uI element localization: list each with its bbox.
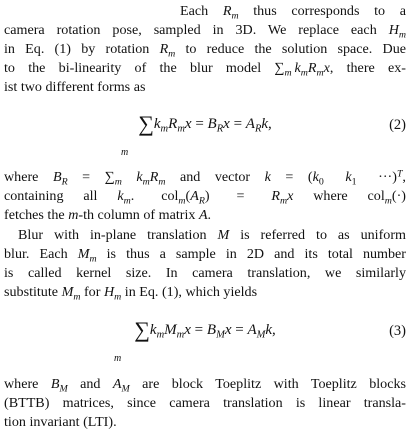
equation-2-expression: $\sum k_mR_mx = B_Rx = A_Rk$, [138, 111, 272, 136]
text-line: where $B_R = \sum_m$ $k_mR_m$ and vector $k = (k_0$ $k_1$ ···)$^T$, [4, 168, 406, 188]
equation-3-number: (3) [389, 323, 406, 339]
text-line: is called kernel size. In camera translation, we similarly [4, 265, 406, 281]
paragraph-bttb [4, 375, 406, 432]
equation-2-number: (2) [389, 117, 406, 133]
equation-3-sum-index: m [114, 353, 122, 364]
text-line: containing all $k_m$. $col_m(A_R)$ = $R_mx$ where col$_m$(·) [4, 188, 406, 207]
text-line: tion invariant (LTI). [4, 414, 117, 430]
text-line: to the bi-linearity of the blur model $\sum_m$ $k_mR_mx$, there ex- [4, 60, 407, 79]
text-line: ist two different forms as [4, 79, 146, 95]
text-line: (BTTB) matrices, since camera translation is linear transla- [4, 395, 406, 411]
paragraph-definitions [4, 168, 406, 225]
text-line: blur. Each $M_m$ is thus a sample in 2D and its total number [4, 246, 406, 265]
text-line: fetches the m-th column of matrix A. [4, 207, 212, 223]
equation-3 [4, 316, 406, 362]
text-line: Each $R_m$ thus corresponds to a [180, 3, 406, 22]
equation-2-sum-index: m [121, 147, 129, 158]
text-line: in Eq. (1) by rotation $R_m$ to reduce the solution space. Due [4, 41, 407, 60]
paragraph-uniform-blur [4, 226, 406, 302]
text-line: where $B_M$ and $A_M$ are block Toeplitz with Toeplitz blocks [4, 376, 407, 395]
text-line: substitute $M_m$ for $H_m$ in Eq. (1), which yields [4, 284, 258, 303]
equation-2 [4, 110, 406, 156]
text-line: camera rotation pose, sampled in 3D. We replace each $H_m$ [4, 22, 407, 41]
text-line: Blur with in-plane translation M is referred to as uniform [18, 227, 406, 243]
paragraph-rotation [4, 2, 406, 97]
equation-3-expression: $\sum k_mM_mx = B_Mx = A_Mk$, [134, 317, 276, 342]
